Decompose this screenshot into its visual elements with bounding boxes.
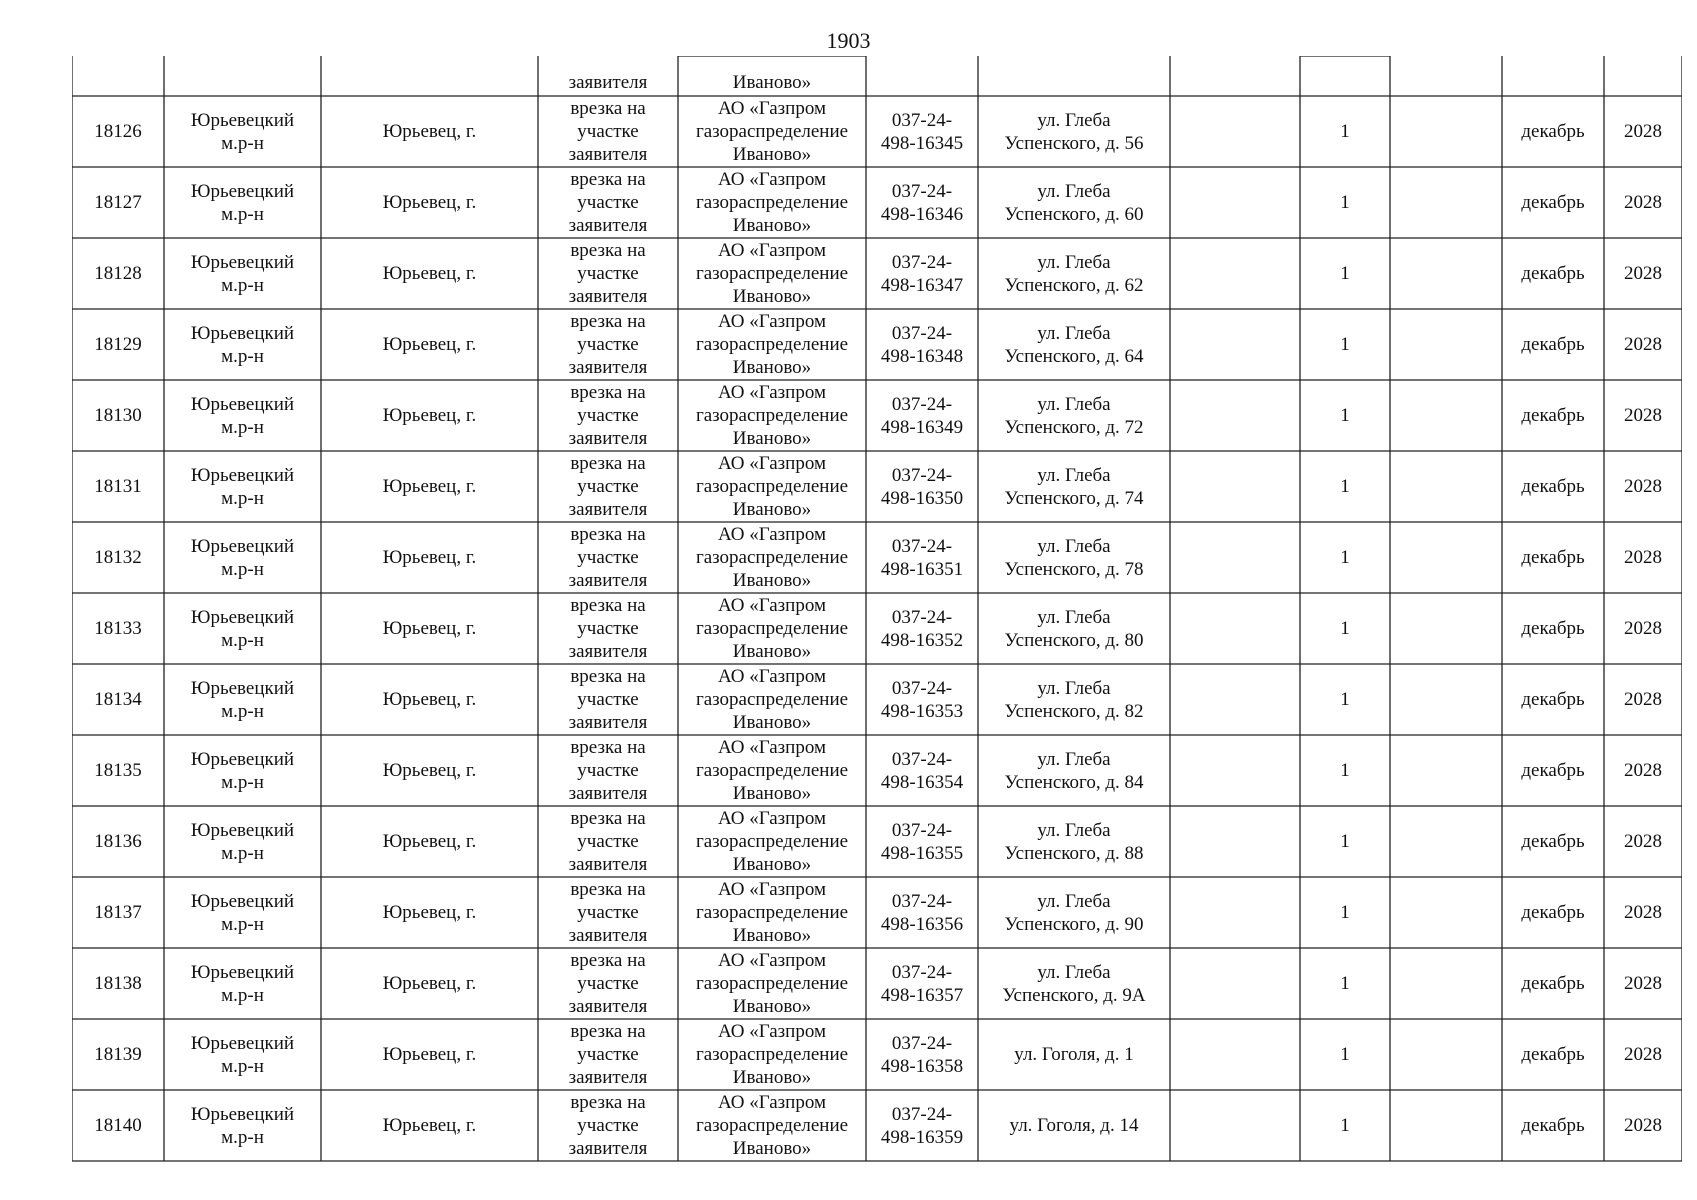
row-number-cell: 18140	[94, 1115, 142, 1136]
empty-cell	[1170, 522, 1300, 593]
settlement-cell: Юрьевец, г.	[382, 547, 477, 568]
table-row	[72, 806, 1682, 877]
work-type-cell: врезка на участке заявителя	[568, 737, 648, 804]
quantity-cell: 1	[1340, 689, 1350, 710]
organization-cell: АО «Газпром газораспределение Иваново»	[695, 950, 849, 1017]
year-cell: 2028	[1624, 405, 1662, 426]
settlement-cell: Юрьевец, г.	[382, 405, 477, 426]
table-row	[72, 735, 1682, 806]
address-cell: ул. Гоголя, д. 14	[1009, 1115, 1139, 1136]
month-cell: декабрь	[1521, 192, 1585, 213]
table-row	[72, 877, 1682, 948]
quantity-cell: 1	[1340, 1044, 1350, 1065]
organization-cell: АО «Газпром газораспределение Иваново»	[695, 453, 849, 520]
empty-cell	[1170, 309, 1300, 380]
organization-cell: Иваново»	[732, 72, 812, 93]
quantity-cell: 1	[1340, 192, 1350, 213]
quantity-cell: 1	[1340, 121, 1350, 142]
work-type-cell: врезка на участке заявителя	[568, 879, 648, 946]
empty-cell	[1170, 1090, 1300, 1161]
work-type-cell: врезка на участке заявителя	[568, 98, 648, 165]
settlement-cell: Юрьевец, г.	[382, 263, 477, 284]
table-row	[72, 380, 1682, 451]
empty-cell	[1170, 593, 1300, 664]
row-number-cell: 18127	[94, 192, 142, 213]
work-type-cell: заявителя	[568, 72, 648, 93]
empty-cell	[1170, 806, 1300, 877]
row-number-cell: 18130	[94, 405, 142, 426]
object-code-cell: 037-24- 498-16354	[880, 748, 964, 793]
district-cell: Юрьевецкий м.р-н	[190, 748, 295, 793]
table-row	[72, 664, 1682, 735]
empty-cell	[1170, 1019, 1300, 1090]
object-code-cell: 037-24- 498-16348	[880, 322, 964, 367]
quantity-cell: 1	[1340, 547, 1350, 568]
district-cell: Юрьевецкий м.р-н	[190, 464, 295, 509]
address-cell: ул. Глеба Успенского, д. 62	[1004, 251, 1144, 296]
organization-cell: АО «Газпром газораспределение Иваново»	[695, 1021, 849, 1088]
empty-cell	[1170, 948, 1300, 1019]
empty-cell	[1390, 806, 1502, 877]
organization-cell: АО «Газпром газораспределение Иваново»	[695, 524, 849, 591]
organization-cell: АО «Газпром газораспределение Иваново»	[695, 1092, 849, 1159]
table-row	[72, 96, 1682, 167]
year-cell: 2028	[1624, 618, 1662, 639]
organization-cell: АО «Газпром газораспределение Иваново»	[695, 98, 849, 165]
work-type-cell: врезка на участке заявителя	[568, 382, 648, 449]
month-cell: декабрь	[1521, 547, 1585, 568]
object-code-cell: 037-24- 498-16353	[880, 677, 964, 722]
row-number-cell: 18132	[94, 547, 142, 568]
empty-cell	[1170, 238, 1300, 309]
table-row	[72, 522, 1682, 593]
address-cell: ул. Глеба Успенского, д. 80	[1004, 606, 1144, 651]
year-cell: 2028	[1624, 1115, 1662, 1136]
organization-cell: АО «Газпром газораспределение Иваново»	[695, 311, 849, 378]
empty-cell	[1390, 877, 1502, 948]
district-cell: Юрьевецкий м.р-н	[190, 322, 295, 367]
empty-cell	[1390, 593, 1502, 664]
year-cell: 2028	[1624, 121, 1662, 142]
empty-cell	[1390, 1019, 1502, 1090]
month-cell: декабрь	[1521, 760, 1585, 781]
work-type-cell: врезка на участке заявителя	[568, 808, 648, 875]
work-type-cell: врезка на участке заявителя	[568, 311, 648, 378]
year-cell: 2028	[1624, 263, 1662, 284]
empty-cell	[1390, 664, 1502, 735]
district-cell: Юрьевецкий м.р-н	[190, 180, 295, 225]
district-cell: Юрьевецкий м.р-н	[190, 819, 295, 864]
settlement-cell: Юрьевец, г.	[382, 902, 477, 923]
object-code-cell: 037-24- 498-16345	[880, 109, 964, 154]
address-cell: ул. Глеба Успенского, д. 90	[1004, 890, 1144, 935]
district-cell: Юрьевецкий м.р-н	[190, 1032, 295, 1077]
quantity-cell: 1	[1340, 405, 1350, 426]
row-number-cell: 18131	[94, 476, 142, 497]
empty-cell	[1170, 96, 1300, 167]
table-row	[72, 238, 1682, 309]
row-number-cell: 18129	[94, 334, 142, 355]
row-number-cell: 18138	[94, 973, 142, 994]
table-row	[72, 451, 1682, 522]
address-cell: ул. Глеба Успенского, д. 60	[1004, 180, 1144, 225]
row-number-cell: 18128	[94, 263, 142, 284]
row-number-cell: 18135	[94, 760, 142, 781]
month-cell: декабрь	[1521, 476, 1585, 497]
quantity-cell: 1	[1340, 760, 1350, 781]
object-code-cell: 037-24- 498-16347	[880, 251, 964, 296]
organization-cell: АО «Газпром газораспределение Иваново»	[695, 879, 849, 946]
settlement-cell: Юрьевец, г.	[382, 121, 477, 142]
district-cell: Юрьевецкий м.р-н	[190, 109, 295, 154]
month-cell: декабрь	[1521, 405, 1585, 426]
object-code-cell: 037-24- 498-16351	[880, 535, 964, 580]
table-row	[72, 593, 1682, 664]
month-cell: декабрь	[1521, 973, 1585, 994]
year-cell: 2028	[1624, 831, 1662, 852]
gas-connection-table	[72, 56, 1682, 1166]
organization-cell: АО «Газпром газораспределение Иваново»	[695, 595, 849, 662]
month-cell: декабрь	[1521, 263, 1585, 284]
work-type-cell: врезка на участке заявителя	[568, 1021, 648, 1088]
district-cell: Юрьевецкий м.р-н	[190, 677, 295, 722]
object-code-cell: 037-24- 498-16357	[880, 961, 964, 1006]
table-row	[72, 948, 1682, 1019]
quantity-cell: 1	[1340, 902, 1350, 923]
year-cell: 2028	[1624, 973, 1662, 994]
organization-cell: АО «Газпром газораспределение Иваново»	[695, 169, 849, 236]
object-code-cell: 037-24- 498-16355	[880, 819, 964, 864]
month-cell: декабрь	[1521, 1115, 1585, 1136]
address-cell: ул. Глеба Успенского, д. 88	[1004, 819, 1144, 864]
row-number-cell: 18137	[94, 902, 142, 923]
table-row	[72, 167, 1682, 238]
quantity-cell: 1	[1340, 263, 1350, 284]
row-number-cell: 18136	[94, 831, 142, 852]
empty-cell	[1390, 451, 1502, 522]
address-cell: ул. Гоголя, д. 1	[1014, 1044, 1134, 1065]
empty-cell	[1170, 380, 1300, 451]
object-code-cell: 037-24- 498-16352	[880, 606, 964, 651]
object-code-cell: 037-24- 498-16350	[880, 464, 964, 509]
work-type-cell: врезка на участке заявителя	[568, 524, 648, 591]
month-cell: декабрь	[1521, 1044, 1585, 1065]
organization-cell: АО «Газпром газораспределение Иваново»	[695, 808, 849, 875]
organization-cell: АО «Газпром газораспределение Иваново»	[695, 737, 849, 804]
empty-cell	[1390, 380, 1502, 451]
year-cell: 2028	[1624, 689, 1662, 710]
year-cell: 2028	[1624, 334, 1662, 355]
empty-cell	[1390, 948, 1502, 1019]
district-cell: Юрьевецкий м.р-н	[190, 606, 295, 651]
settlement-cell: Юрьевец, г.	[382, 973, 477, 994]
empty-cell	[1390, 735, 1502, 806]
settlement-cell: Юрьевец, г.	[382, 192, 477, 213]
month-cell: декабрь	[1521, 334, 1585, 355]
district-cell: Юрьевецкий м.р-н	[190, 890, 295, 935]
quantity-cell: 1	[1340, 476, 1350, 497]
empty-cell	[1170, 167, 1300, 238]
settlement-cell: Юрьевец, г.	[382, 334, 477, 355]
work-type-cell: врезка на участке заявителя	[568, 595, 648, 662]
year-cell: 2028	[1624, 476, 1662, 497]
object-code-cell: 037-24- 498-16356	[880, 890, 964, 935]
row-number-cell: 18126	[94, 121, 142, 142]
organization-cell: АО «Газпром газораспределение Иваново»	[695, 382, 849, 449]
work-type-cell: врезка на участке заявителя	[568, 453, 648, 520]
address-cell: ул. Глеба Успенского, д. 78	[1004, 535, 1144, 580]
object-code-cell: 037-24- 498-16359	[880, 1103, 964, 1148]
address-cell: ул. Глеба Успенского, д. 82	[1004, 677, 1144, 722]
address-cell: ул. Глеба Успенского, д. 9А	[1002, 961, 1146, 1006]
empty-cell	[1390, 309, 1502, 380]
settlement-cell: Юрьевец, г.	[382, 1115, 477, 1136]
object-code-cell: 037-24- 498-16349	[880, 393, 964, 438]
address-cell: ул. Глеба Успенского, д. 84	[1004, 748, 1144, 793]
address-cell: ул. Глеба Успенского, д. 74	[1004, 464, 1144, 509]
settlement-cell: Юрьевец, г.	[382, 760, 477, 781]
year-cell: 2028	[1624, 1044, 1662, 1065]
empty-cell	[1170, 664, 1300, 735]
work-type-cell: врезка на участке заявителя	[568, 240, 648, 307]
empty-cell	[1170, 877, 1300, 948]
district-cell: Юрьевецкий м.р-н	[190, 1103, 295, 1148]
settlement-cell: Юрьевец, г.	[382, 618, 477, 639]
work-type-cell: врезка на участке заявителя	[568, 169, 648, 236]
table-row	[72, 1019, 1682, 1090]
district-cell: Юрьевецкий м.р-н	[190, 961, 295, 1006]
year-cell: 2028	[1624, 547, 1662, 568]
empty-cell	[1390, 96, 1502, 167]
work-type-cell: врезка на участке заявителя	[568, 1092, 648, 1159]
row-number-cell: 18133	[94, 618, 142, 639]
quantity-cell: 1	[1340, 1115, 1350, 1136]
work-type-cell: врезка на участке заявителя	[568, 950, 648, 1017]
page-number: 1903	[826, 28, 871, 53]
row-number-cell: 18134	[94, 689, 142, 710]
year-cell: 2028	[1624, 902, 1662, 923]
table-row	[72, 1090, 1682, 1161]
address-cell: ул. Глеба Успенского, д. 64	[1004, 322, 1144, 367]
district-cell: Юрьевецкий м.р-н	[190, 535, 295, 580]
empty-cell	[1390, 167, 1502, 238]
empty-cell	[1390, 238, 1502, 309]
row-number-cell: 18139	[94, 1044, 142, 1065]
month-cell: декабрь	[1521, 689, 1585, 710]
table-row	[72, 309, 1682, 380]
empty-cell	[1170, 735, 1300, 806]
object-code-cell: 037-24- 498-16358	[880, 1032, 964, 1077]
settlement-cell: Юрьевец, г.	[382, 1044, 477, 1065]
settlement-cell: Юрьевец, г.	[382, 689, 477, 710]
settlement-cell: Юрьевец, г.	[382, 476, 477, 497]
year-cell: 2028	[1624, 760, 1662, 781]
district-cell: Юрьевецкий м.р-н	[190, 393, 295, 438]
quantity-cell: 1	[1340, 334, 1350, 355]
quantity-cell: 1	[1340, 831, 1350, 852]
quantity-cell: 1	[1340, 973, 1350, 994]
address-cell: ул. Глеба Успенского, д. 56	[1004, 109, 1144, 154]
year-cell: 2028	[1624, 192, 1662, 213]
district-cell: Юрьевецкий м.р-н	[190, 251, 295, 296]
month-cell: декабрь	[1521, 902, 1585, 923]
settlement-cell: Юрьевец, г.	[382, 831, 477, 852]
address-cell: ул. Глеба Успенского, д. 72	[1004, 393, 1144, 438]
quantity-cell: 1	[1340, 618, 1350, 639]
empty-cell	[1390, 522, 1502, 593]
month-cell: декабрь	[1521, 831, 1585, 852]
object-code-cell: 037-24- 498-16346	[880, 180, 964, 225]
month-cell: декабрь	[1521, 618, 1585, 639]
empty-cell	[1390, 1090, 1502, 1161]
work-type-cell: врезка на участке заявителя	[568, 666, 648, 733]
month-cell: декабрь	[1521, 121, 1585, 142]
organization-cell: АО «Газпром газораспределение Иваново»	[695, 240, 849, 307]
organization-cell: АО «Газпром газораспределение Иваново»	[695, 666, 849, 733]
empty-cell	[1170, 451, 1300, 522]
